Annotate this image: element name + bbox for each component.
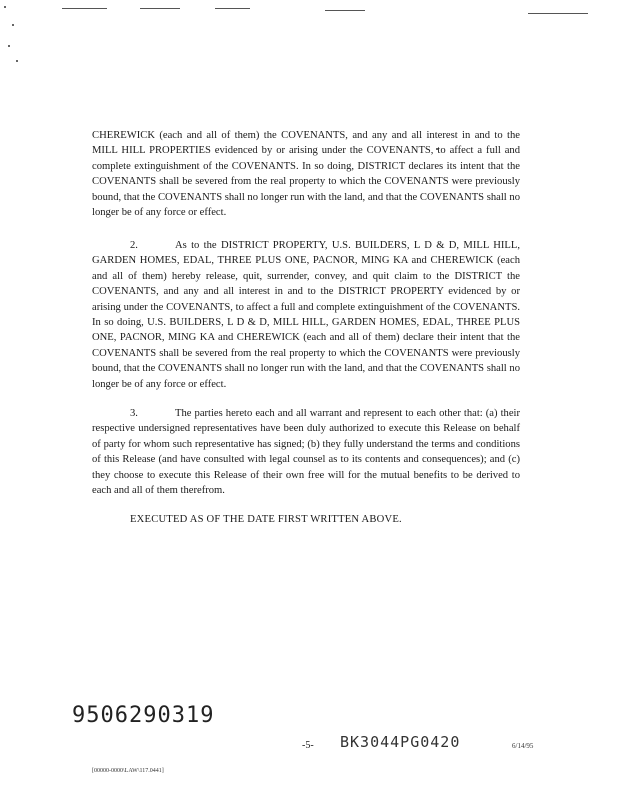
scan-artifact-dot — [12, 24, 14, 26]
paragraph-3 — [92, 406, 520, 498]
scan-artifact-line — [140, 8, 180, 9]
paragraph-1: CHEREWICK (each and all of them) the COVENANTS, and any and all interest in and to the MILL HILL PROPERTIES evidenced by or arising under the COVENANTS, to affect a full and complete extinguishment of the COVENANTS. In so doing, DISTRICT declares its intent that the COVENANTS shall be severed from the real property to which the COVENANTS were previously bound, that the COVENANTS shall no longer run with the land, and that the COVENANTS shall no longer be of any force or effect. — [92, 130, 520, 219]
scan-artifact-dot — [16, 60, 18, 62]
footer-page-number: -5- — [302, 740, 314, 751]
paragraph-3-text: The parties hereto each and all warrant and represent to each other that: (a) their respective undersigned representatives have been duly authorized to execute this Release on behalf of party for whom such representative has signed; (b) they fully understand the terms and conditions of this Release (and have consulted with legal counsel as to its contents and consequences); and (c) they choose to execute this Release of their own free will for the mutual benefits to be derived to each and all of them therefrom. — [92, 408, 520, 497]
scan-artifact-dot — [8, 45, 10, 47]
scan-artifact-line — [528, 13, 588, 14]
scan-artifact-dot — [4, 6, 6, 8]
footer-book-page-stamp: BK3044PG0420 — [340, 733, 461, 751]
scan-artifact-line — [325, 10, 365, 11]
scan-artifact-line — [62, 8, 107, 9]
footer-document-reference: [00000-0000\LAW\117.0441] — [92, 768, 164, 774]
paragraph-2 — [92, 238, 520, 392]
recording-stamp-number: 9506290319 — [72, 703, 215, 728]
executed-statement: EXECUTED AS OF THE DATE FIRST WRITTEN ABOVE. — [130, 514, 402, 525]
paragraph-2-text: As to the DISTRICT PROPERTY, U.S. BUILDERS, L D & D, MILL HILL, GARDEN HOMES, EDAL, THREE PLUS ONE, PACNOR, MING KA and CHEREWICK (each and all of them) hereby release, quit, surrender, convey, and quit claim to the DISTRICT the COVENANTS, and any and all interest in and to the DISTRICT PROPERTY evidenced by or arising under the COVENANTS, to affect a full and complete extinguishment of the COVENANTS. In so doing, U.S. BUILDERS, L D & D, MILL HILL, GARDEN HOMES, EDAL, THREE PLUS ONE, PACNOR, MING KA and CHEREWICK (each and all of them) declare their intent that the COVENANTS shall be severed from the real property to which the COVENANTS were previously bound, that the COVENANTS shall no longer run with the land, and that the COVENANTS shall no longer be of any force or effect. — [92, 240, 520, 390]
scan-artifact-line — [215, 8, 250, 9]
paragraph-2-number: 2. — [130, 240, 138, 251]
footer-date: 6/14/95 — [512, 742, 534, 750]
paragraph-3-number: 3. — [130, 408, 138, 419]
